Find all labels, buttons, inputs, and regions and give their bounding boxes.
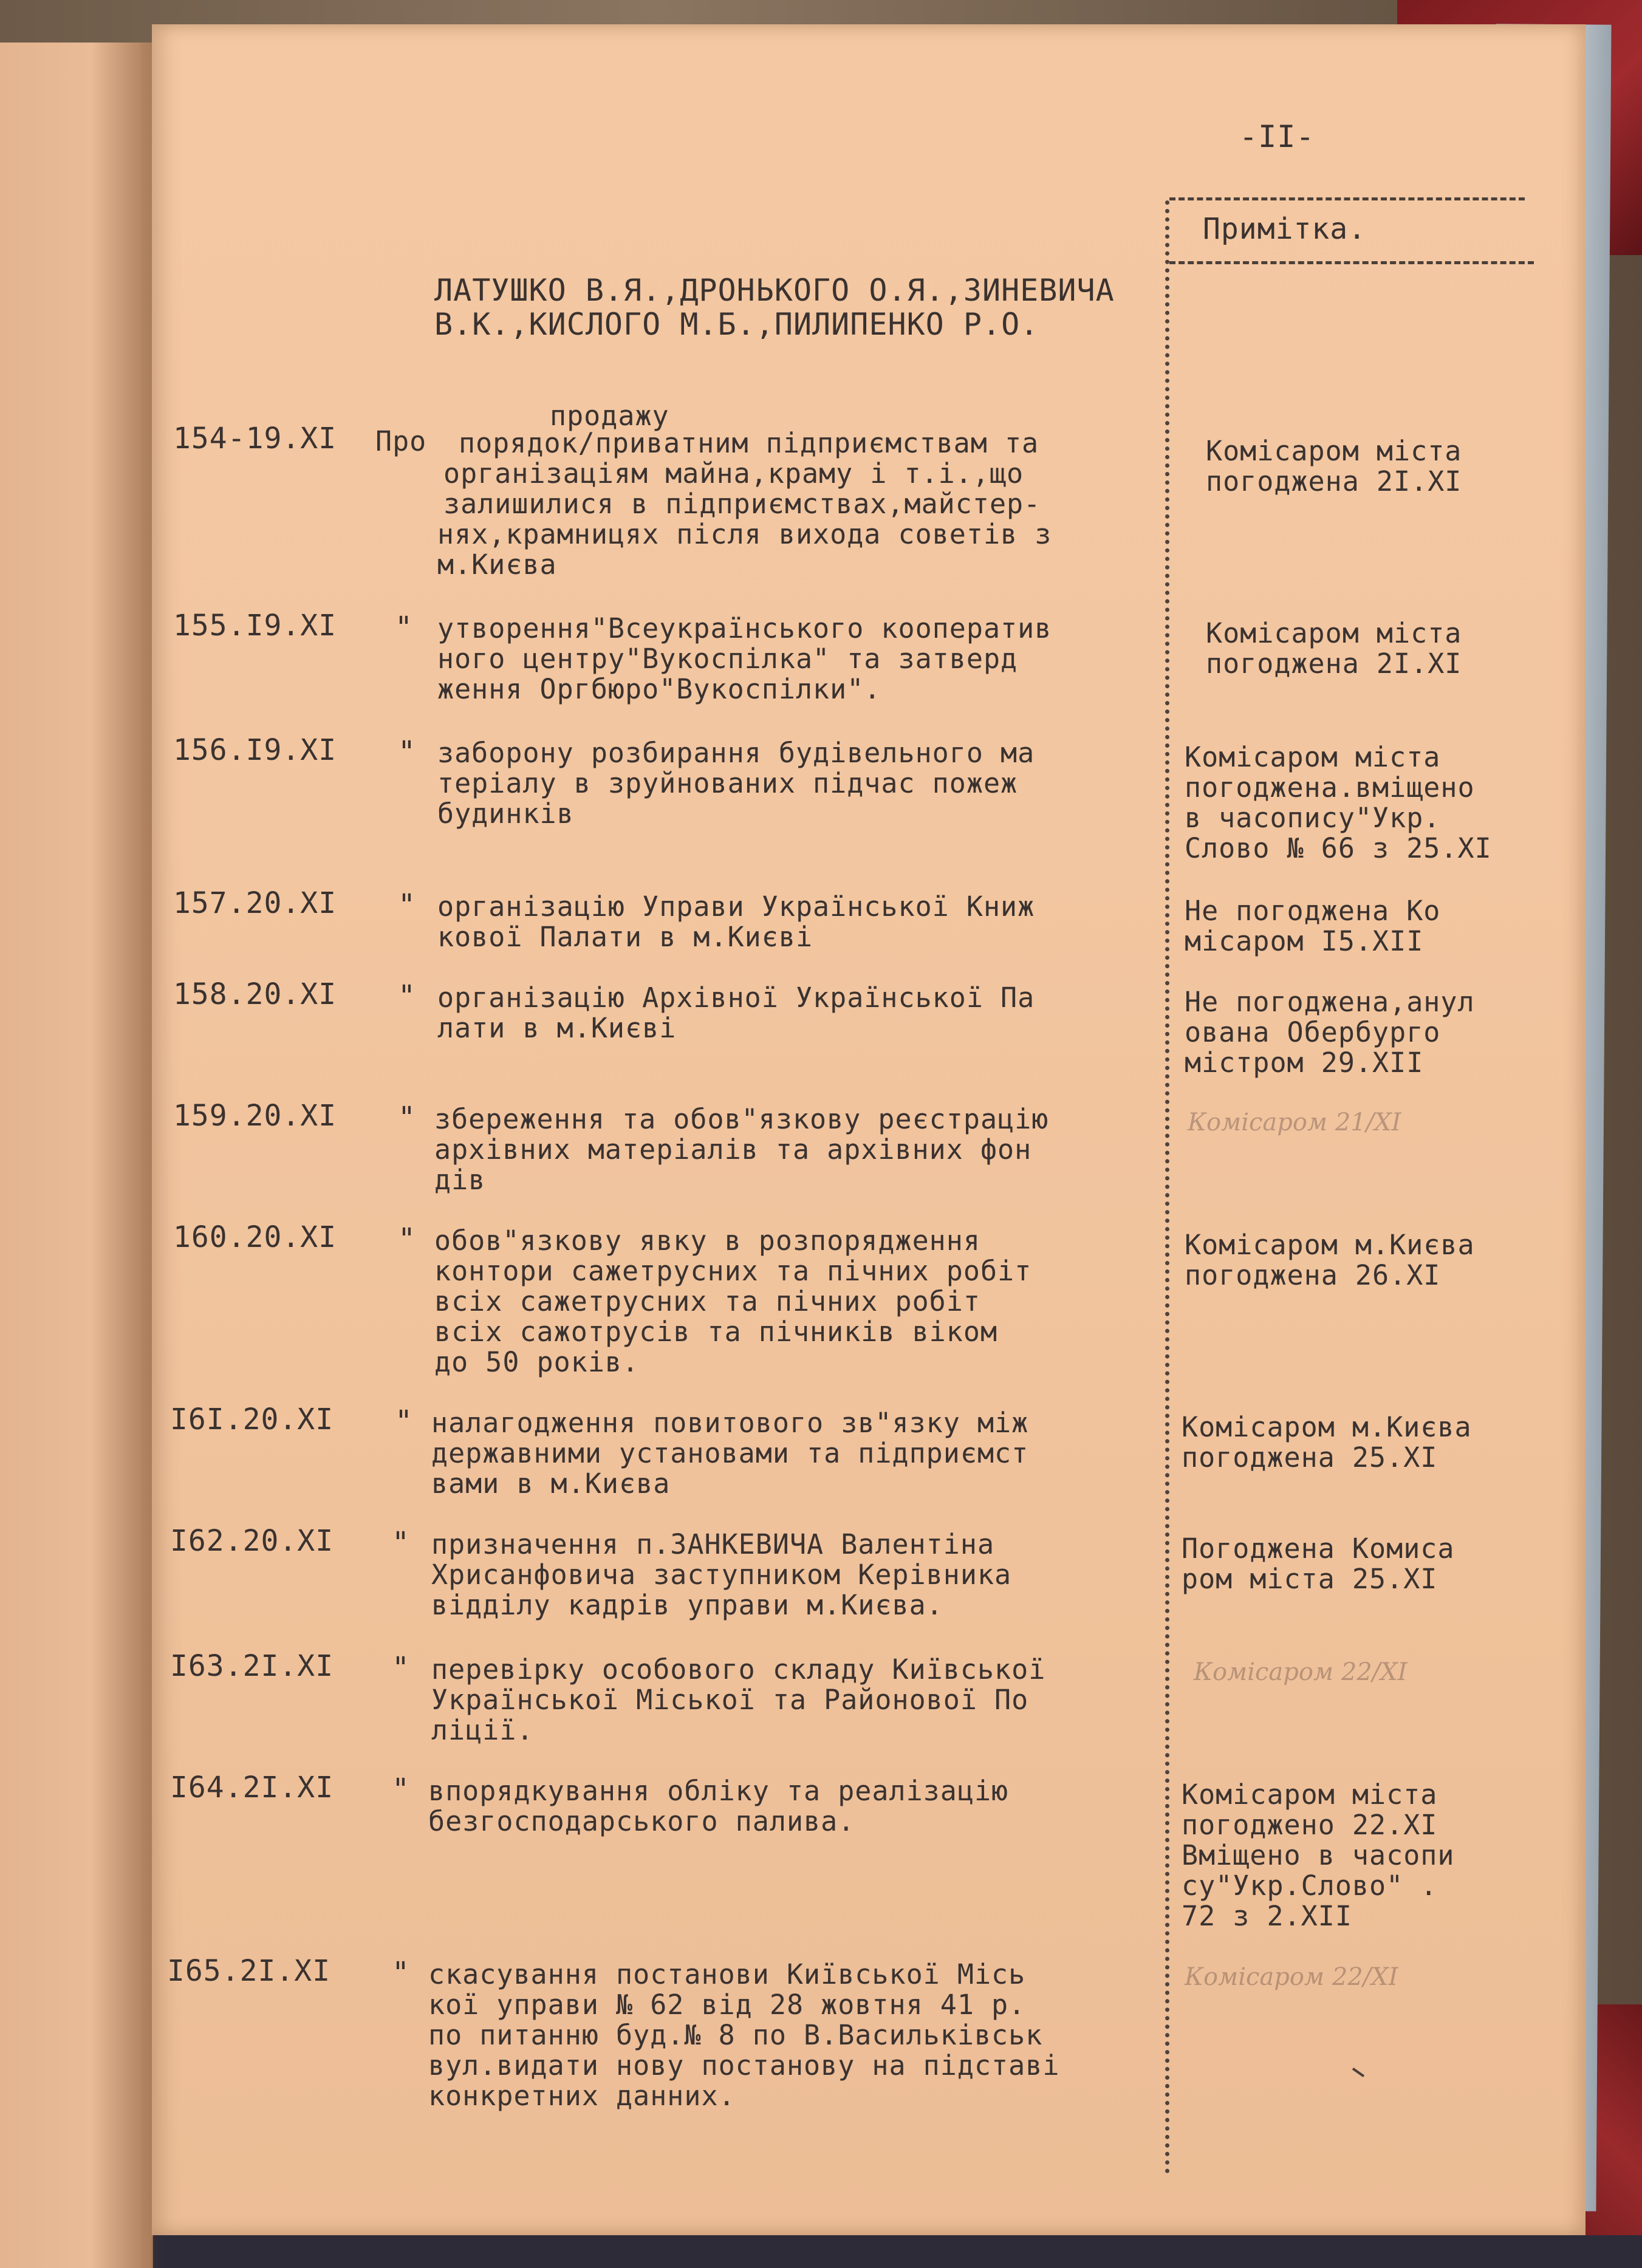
entry-note-line: Комісаром міста (1206, 435, 1462, 467)
entry-line: державними установами та підприємст (431, 1437, 1029, 1469)
entry-line: нях,крамницях після вихода советів з (437, 518, 1052, 550)
entry-line: скасування постанови Київської Місь (428, 1958, 1026, 1990)
signers-line: ЛАТУШКО В.Я.,ДРОНЬКОГО О.Я.,ЗИНЕВИЧА (434, 273, 1115, 308)
entry-line: ного центру"Вукоспілка" та затверд (437, 643, 1018, 675)
ditto-mark: " (398, 888, 416, 922)
signers-list (434, 273, 1115, 341)
entry-note-line: 72 з 2.XII (1182, 1900, 1352, 1932)
entry-number: 160.20.XI (173, 1220, 337, 1254)
entry-line: утворення"Всеукраїнського кооператив (437, 612, 1052, 644)
entry-line: контори сажетрусних та пічних робіт (434, 1255, 1032, 1287)
entry-line: кої управи № 62 від 28 жовтня 41 р. (428, 1989, 1026, 2021)
entry-note-line: в часопису"Укр. (1185, 802, 1441, 834)
entry-lead-word: Про (375, 425, 427, 457)
notes-header-rule-bottom (1169, 261, 1534, 264)
entry-line: вул.видати нову постанову на підставі (428, 2049, 1060, 2082)
entry-note-line: Комісаром м.Києва (1185, 1229, 1475, 1261)
column-divider (1165, 200, 1169, 2174)
entry-line: дів (434, 1164, 486, 1196)
ditto-mark: " (398, 1101, 416, 1135)
entry-line: Української Міської та Районової По (431, 1684, 1029, 1716)
entry-line: збереження та обов"язкову реєстрацію (434, 1103, 1049, 1135)
entry-note-line: ром міста 25.XI (1182, 1563, 1438, 1595)
entry-insert-word: продажу (550, 400, 669, 432)
entry-line: конкретних данних. (428, 2080, 736, 2112)
entry-line: м.Києва (437, 548, 557, 581)
left-page-edge (0, 43, 153, 2268)
entry-note-line: Погоджена Комиса (1182, 1532, 1455, 1565)
page-number: -II- (1239, 119, 1315, 154)
entry-line: залишилися в підприємствах,майстер- (443, 488, 1041, 520)
entry-number: I63.2I.XI (170, 1649, 334, 1683)
entry-line: перевірку особового складу Київської (431, 1653, 1046, 1686)
entry-line: архівних матеріалів та архівних фон (434, 1133, 1032, 1166)
entry-note-line: погоджена 2I.XI (1206, 647, 1462, 680)
entry-line: відділу кадрів управи м.Києва. (431, 1589, 943, 1621)
ditto-mark: " (392, 1651, 410, 1685)
entry-line: по питанню буд.№ 8 по В.Васильківськ (428, 2019, 1043, 2051)
entry-number: I62.20.XI (170, 1524, 334, 1558)
entry-number: 158.20.XI (173, 977, 337, 1011)
entry-note-line: Комісаром міста (1182, 1778, 1438, 1811)
entry-number: I65.2I.XI (167, 1954, 331, 1988)
entry-note-line: погоджена.вміщено (1185, 771, 1475, 804)
ditto-mark: " (392, 1526, 410, 1560)
entry-line: порядок/приватним підприємствам та (459, 427, 1039, 459)
notes-header-rule-top (1169, 197, 1525, 200)
entry-line: обов"язкову явку в розпорядження (434, 1225, 980, 1257)
binder-bottom-strip (0, 2235, 1642, 2268)
ditto-mark: " (398, 1222, 416, 1256)
handwritten-note: Комісаром 22/XI (1194, 1658, 1408, 1686)
entry-line: лати в м.Києві (437, 1012, 677, 1044)
entry-line: всіх сажетрусних та пічних робіт (434, 1285, 980, 1317)
ditto-mark: " (398, 735, 416, 769)
entry-number: 156.I9.XI (173, 733, 337, 767)
ditto-mark: " (395, 610, 413, 644)
handwritten-note: Комісаром 21/XI (1188, 1108, 1401, 1136)
signers-line: В.К.,КИСЛОГО М.Б.,ПИЛИПЕНКО Р.О. (434, 307, 1039, 342)
entry-line: впорядкування обліку та реалізацію (428, 1775, 1009, 1807)
ditto-mark: " (392, 1772, 410, 1806)
entry-note-line: містром 29.XII (1185, 1047, 1424, 1079)
entry-line: до 50 років. (434, 1346, 640, 1378)
entry-number: 159.20.XI (173, 1099, 337, 1133)
entry-note-line: Не погоджена Ко (1185, 895, 1441, 927)
entry-note-line: Не погоджена,анул (1185, 986, 1475, 1018)
entry-line: організацію Архівної Української Па (437, 982, 1035, 1014)
entry-note-line: Слово № 66 з 25.XI (1185, 832, 1492, 864)
ditto-mark: " (395, 1404, 413, 1438)
entry-number: I64.2I.XI (170, 1771, 334, 1805)
entry-line: кової Палати в м.Києві (437, 921, 813, 953)
handwritten-note: Комісаром 22/XI (1185, 1963, 1398, 1991)
ditto-mark: " (398, 979, 416, 1013)
entry-note-line: су"Укр.Слово" . (1182, 1870, 1438, 1902)
notes-header: Примітка. (1203, 212, 1367, 246)
entry-line: Хрисанфовича заступником Керівника (431, 1559, 1012, 1591)
entry-number: I6I.20.XI (170, 1402, 334, 1436)
entry-note-line: погоджена 26.XI (1185, 1259, 1441, 1291)
entry-line: будинків (437, 798, 574, 830)
entry-note-line: Вміщено в часопи (1182, 1839, 1455, 1871)
entry-line: безгосподарського палива. (428, 1805, 855, 1837)
entry-note-line: погоджена 2I.XI (1206, 465, 1462, 497)
entry-line: вами в м.Києва (431, 1467, 671, 1500)
entry-note-line: ована Обербурго (1185, 1016, 1441, 1048)
entry-note-line: погоджено 22.XI (1182, 1809, 1438, 1841)
entry-number: 155.I9.XI (173, 609, 337, 643)
entry-line: призначення п.ЗАНКЕВИЧА Валентіна (431, 1528, 995, 1560)
ditto-mark: " (392, 1956, 410, 1990)
entry-line: всіх сажотрусів та пічників віком (434, 1316, 998, 1348)
entry-note-line: місаром I5.XII (1185, 925, 1424, 957)
entry-line: ліції. (431, 1714, 534, 1746)
entry-line: заборону розбирання будівельного ма (437, 737, 1035, 769)
entry-line: налагодження повитового зв"язку між (431, 1407, 1029, 1439)
entry-note-line: Комісаром м.Києва (1182, 1411, 1472, 1443)
entry-line: теріалу в зруйнованих підчас пожеж (437, 767, 1018, 799)
entry-note-line: погоджена 25.XI (1182, 1441, 1438, 1474)
entry-line: організаціям майна,краму і т.і.,що (443, 457, 1024, 490)
entry-note-line: Комісаром міста (1185, 741, 1441, 773)
entry-number: 154-19.XI (173, 422, 337, 456)
entry-number: 157.20.XI (173, 886, 337, 920)
entry-line: ження Оргбюро"Вукоспілки". (437, 673, 881, 705)
entry-line: організацію Управи Української Книж (437, 890, 1035, 923)
entry-note-line: Комісаром міста (1206, 617, 1462, 649)
